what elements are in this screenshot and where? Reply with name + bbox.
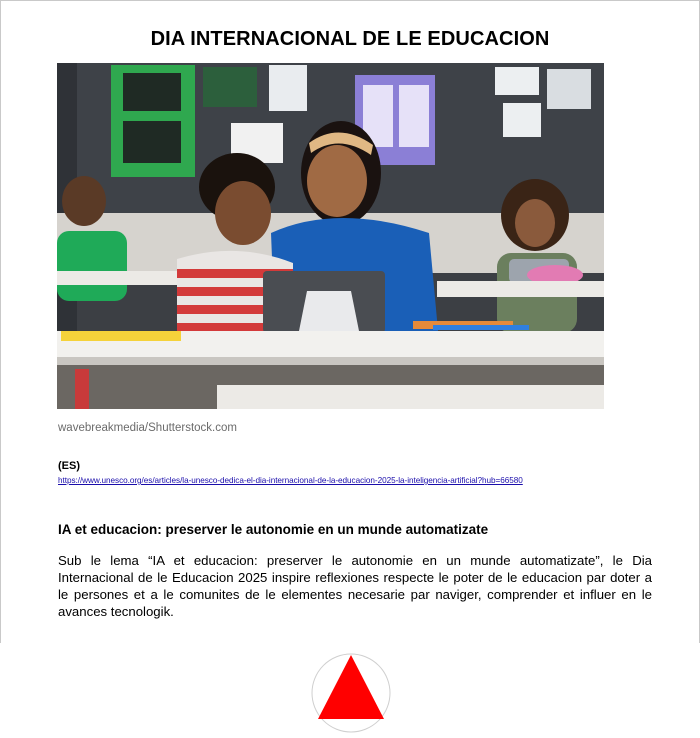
page-title: DIA INTERNACIONAL DE LE EDUCACION [150, 28, 550, 50]
language-tag: (ES) [58, 460, 80, 472]
image-credit: wavebreakmedia/Shutterstock.com [58, 422, 237, 434]
triangle-logo-icon [311, 653, 391, 733]
article-paragraph: Sub le lema “IA et educacion: preserver le autonomie en un munde automatizate”, le Dia Internacional de le Educacion 2025 inspire reflexiones respecte le poter de le educacion par doter a le persones et a le comunites de le elementes necesarie par naviger, comprender et influer en le avances tecnologik. [58, 553, 652, 619]
article-subheading: IA et educacion: preserver le autonomie en un munde automatizate [58, 522, 489, 537]
classroom-photo [57, 63, 604, 409]
source-link[interactable]: https://www.unesco.org/es/articles/la-unesco-dedica-el-dia-internacional-de-la-educacion-2025-la-inteligencia-artificial?hub=66580 [58, 476, 523, 485]
